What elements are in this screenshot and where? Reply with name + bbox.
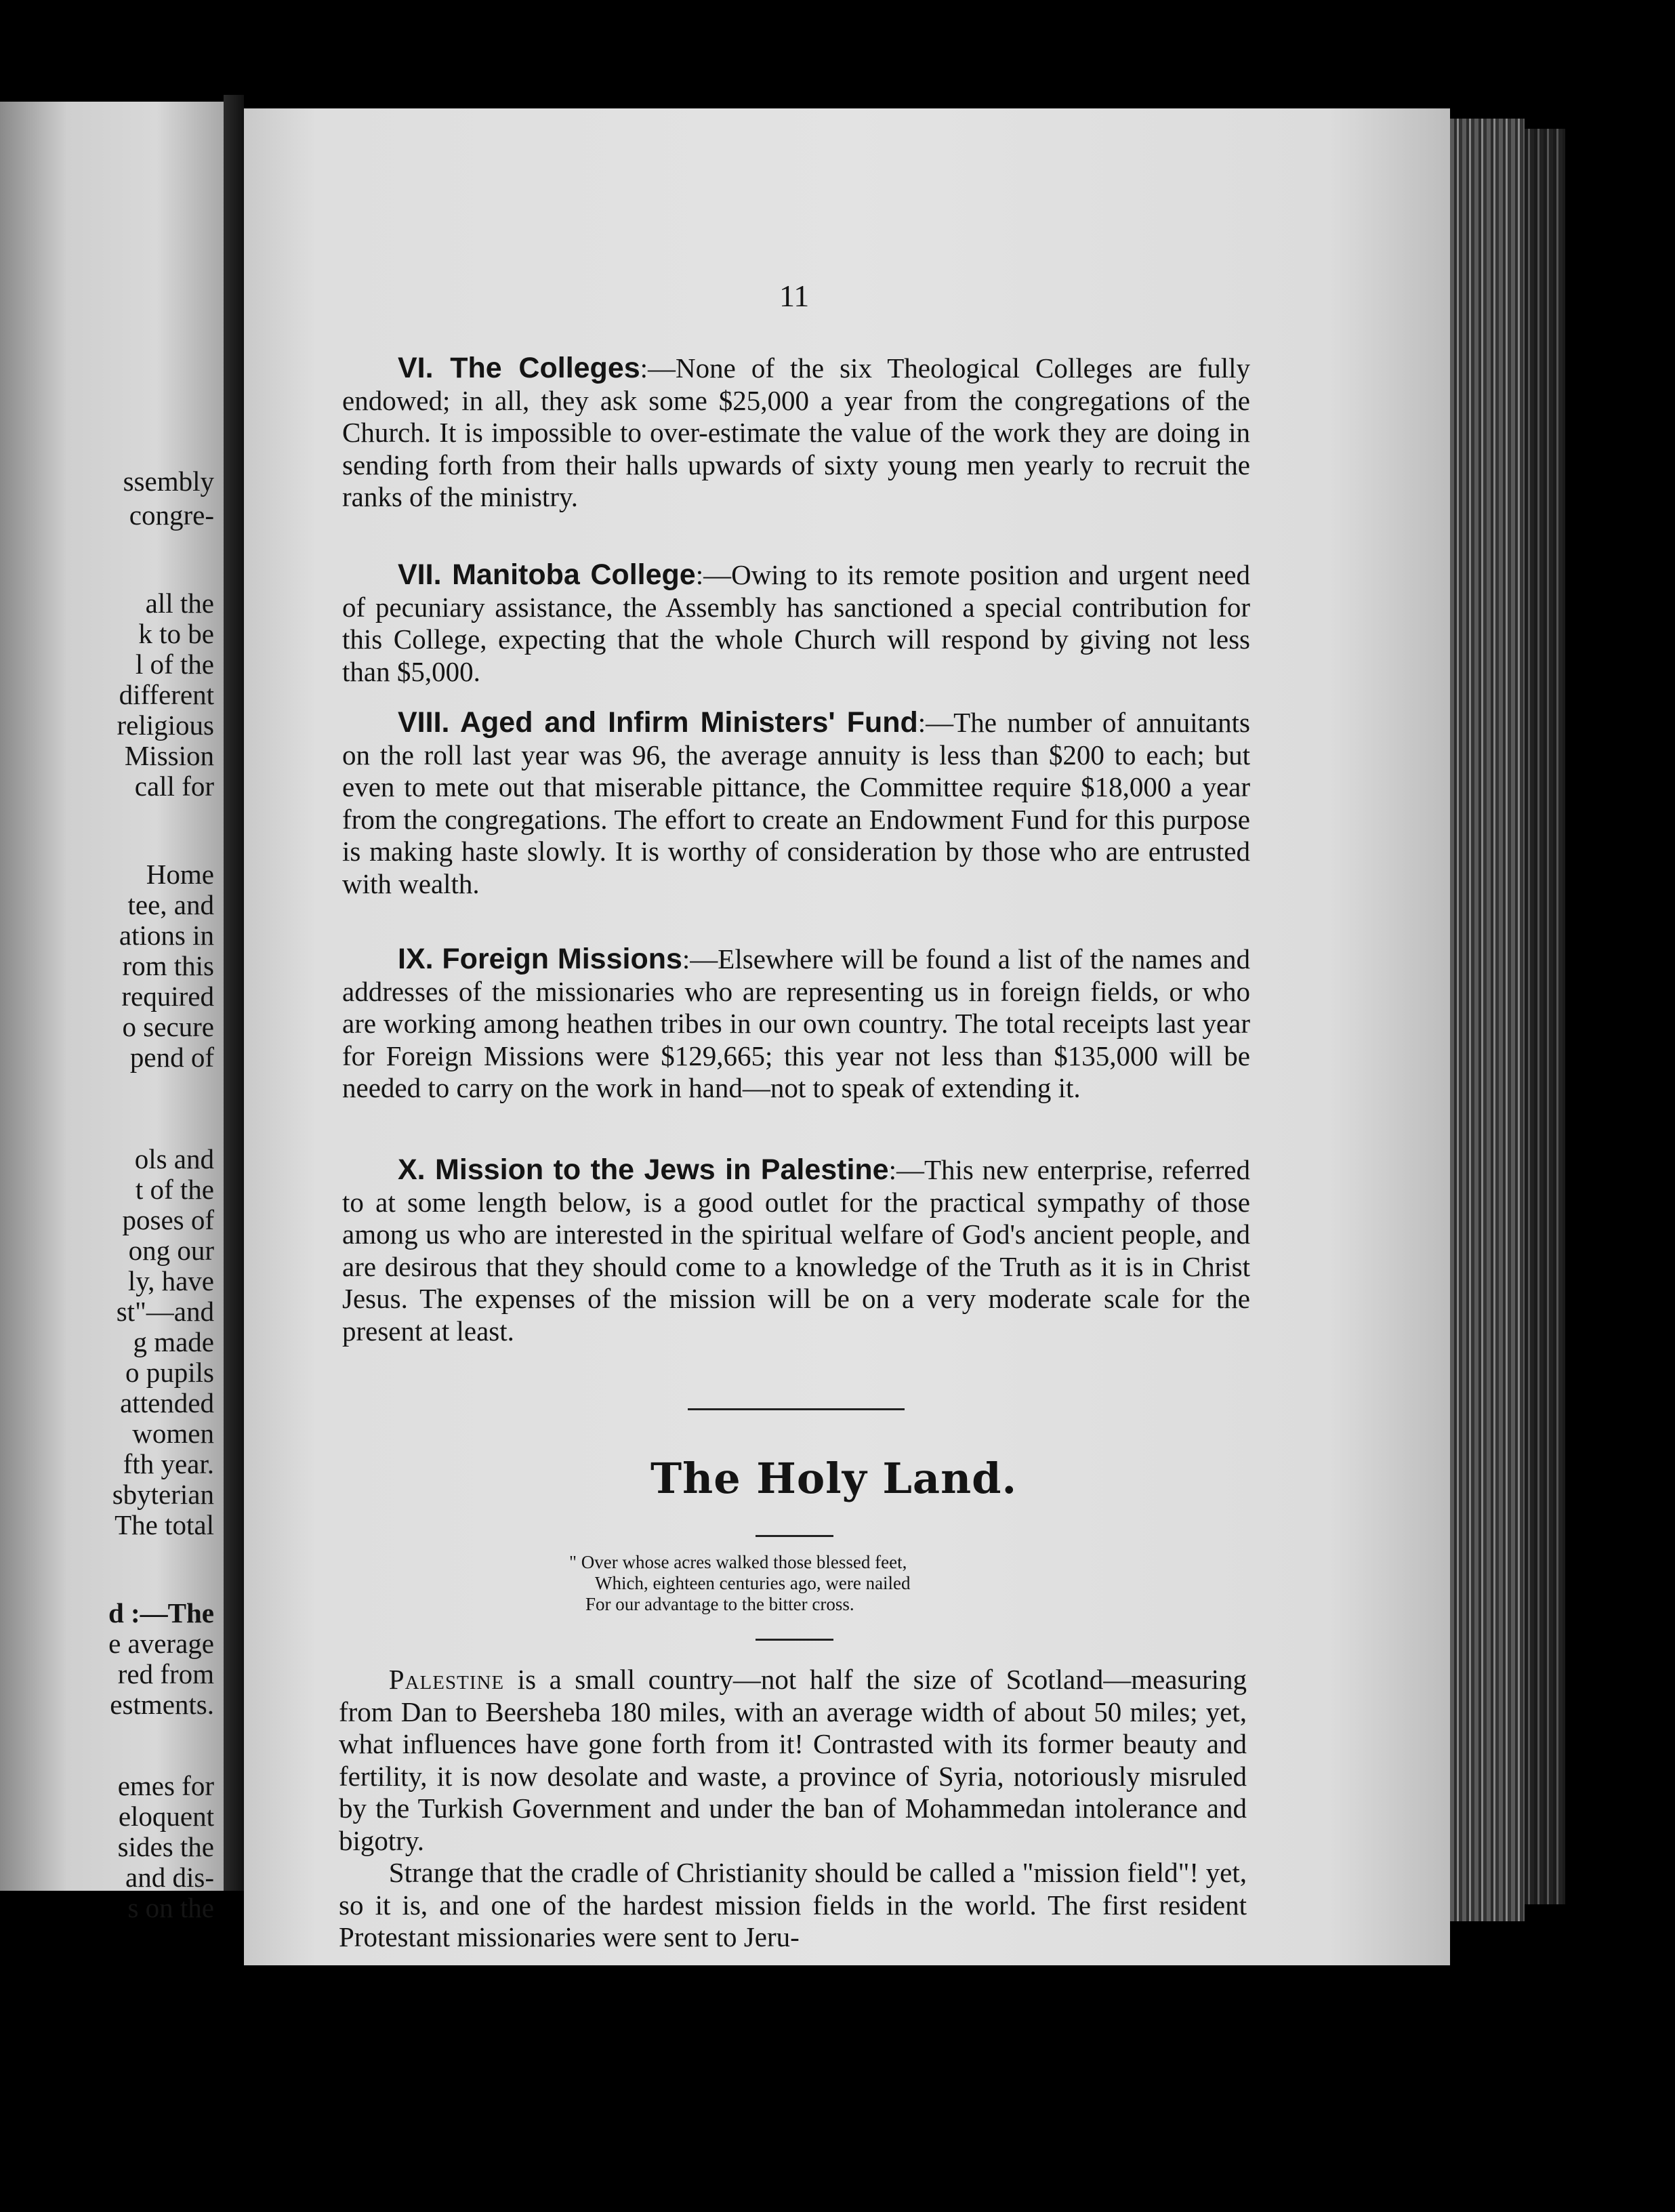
left-page-line: ations in — [119, 920, 214, 951]
left-page-line: eloquent — [118, 1801, 214, 1832]
holy-land-title: The Holy Land. — [650, 1454, 1018, 1503]
left-page-line: g made — [133, 1326, 214, 1357]
page-edges — [1450, 119, 1525, 1921]
left-page-line: call for — [134, 771, 214, 802]
section-divider — [688, 1408, 905, 1410]
left-page-line: d :—The — [108, 1597, 214, 1629]
left-page-line: o pupils — [125, 1357, 214, 1388]
left-page-line: The total — [115, 1509, 214, 1540]
section-heading: IX. Foreign Missions — [398, 943, 682, 975]
book-spine — [224, 95, 244, 1891]
left-page-line: sbyterian — [112, 1479, 214, 1510]
holy-land-body — [339, 1664, 1247, 1954]
left-page-line: tee, and — [127, 889, 214, 920]
left-page-line: pend of — [129, 1042, 214, 1073]
page-number: 11 — [779, 279, 810, 313]
left-page-line: Mission — [124, 740, 214, 771]
epigraph-rule — [756, 1639, 833, 1641]
section-manitoba — [342, 559, 1250, 688]
section-text: :—None of the six Theological Colleges are fully endowed; in all, they ask some $25,000 a year from the congregations of the Church. It is impossible to over-estimate the value of the work they are doing in sending forth from their halls upwards of sixty young men yearly to recruit the ranks of the ministry. — [342, 352, 1251, 512]
left-page-line: poses of — [122, 1204, 214, 1235]
section-heading: VIII. Aged and Infirm Ministers' Fund — [398, 706, 918, 739]
section-text: :—The number of annuitants on the roll last year was 96, the average annuity is less than $200 to each; but even to mete out that miserable pittance, the Committee require $18,000 a year from the congregations. The effort to create an Endowment Fund for this purpose is making haste slowly. It is worthy of consideration by those who are entrusted with wealth. — [342, 707, 1250, 899]
left-page-line: required — [121, 981, 214, 1012]
left-page-line: e average — [108, 1628, 214, 1659]
left-page-line: st"—and — [116, 1296, 214, 1327]
left-page-line: women — [132, 1418, 214, 1449]
left-page-line: ong our — [128, 1235, 214, 1266]
left-page-line: congre- — [129, 499, 214, 531]
left-page-line: ols and — [134, 1143, 214, 1174]
section-heading: X. Mission to the Jews in Palestine — [398, 1153, 889, 1186]
left-page-line: religious — [117, 710, 214, 741]
title-rule — [756, 1535, 833, 1537]
section-text: :—This new enterprise, referred to at some length below, is a good outlet for the practical sympathy of those among us who are interested in the spiritual welfare of God's ancient people, and are desirous that they should come to a knowledge of the Truth as it is in Christ Jesus. The expenses of the mission will be on a very moderate scale for the present at least. — [342, 1154, 1250, 1347]
left-page-line: k to be — [138, 618, 214, 649]
left-page-line: different — [119, 679, 214, 710]
section-foreign-missions — [342, 943, 1250, 1105]
epigraph — [569, 1552, 1003, 1615]
left-page-line: Home — [146, 859, 214, 890]
left-page-line: l of the — [135, 649, 214, 680]
epigraph-line: For our advantage to the bitter cross. — [585, 1594, 854, 1614]
left-page-line: attended — [120, 1387, 214, 1418]
left-page-line: t of the — [135, 1174, 214, 1205]
epigraph-line: Which, eighteen centuries ago, were nailed — [595, 1573, 911, 1593]
lead-word: Palestine — [388, 1664, 505, 1695]
section-text: :—Owing to its remote position and urgent need of pecuniary assistance, the Assembly has sanctioned a special contribution for this College, expecting that the whole Church will respond by giving not less than $5,000. — [342, 559, 1250, 687]
left-page-line: o secure — [122, 1011, 214, 1042]
left-page-line: ly, have — [127, 1265, 214, 1296]
left-page-line: emes for — [117, 1770, 214, 1801]
left-page-line: fth year. — [123, 1448, 214, 1479]
left-page-line: and dis- — [125, 1862, 214, 1893]
book-cover-edge — [1525, 129, 1565, 1904]
section-heading: VI. The Colleges — [398, 352, 640, 384]
left-page-line: all the — [145, 588, 214, 619]
section-colleges — [342, 352, 1250, 514]
left-page-line: sides the — [117, 1831, 214, 1862]
left-page — [0, 102, 224, 1923]
paragraph: Strange that the cradle of Christianity should be called a "mission field"! yet, so it is, and one of the hardest mission fields in the world. The first resident Protestant missionaries were sent to Jeru- — [339, 1857, 1247, 1952]
section-jews-palestine — [342, 1154, 1250, 1347]
left-page-line: rom this — [122, 950, 214, 981]
left-page-line: estments. — [110, 1689, 214, 1720]
section-aged-fund — [342, 707, 1250, 900]
left-page-line: red from — [117, 1658, 214, 1689]
paragraph: is a small country—not half the size of Scotland—measuring from Dan to Beersheba 180 miles, with an average width of about 50 miles; yet, what influences have gone forth from it! Contrasted with its former beauty and fertility, it is now desolate and waste, a province of Syria, notoriously misruled by the Turkish Government and under the ban of Mohammedan intolerance and bigotry. — [339, 1664, 1247, 1856]
epigraph-line: " Over whose acres walked those blessed feet, — [569, 1552, 907, 1572]
section-text: :—Elsewhere will be found a list of the names and addresses of the missionaries who are representing us in foreign fields, or who are working among heathen tribes in our own country. The total receipts last year for Foreign Missions were $129,665; this year not less than $135,000 will be needed to carry on the work in hand—not to speak of extending it. — [342, 943, 1250, 1103]
section-heading: VII. Manitoba College — [398, 558, 696, 591]
left-page-line: s on the — [127, 1892, 214, 1923]
left-page-line: ssembly — [123, 466, 214, 497]
